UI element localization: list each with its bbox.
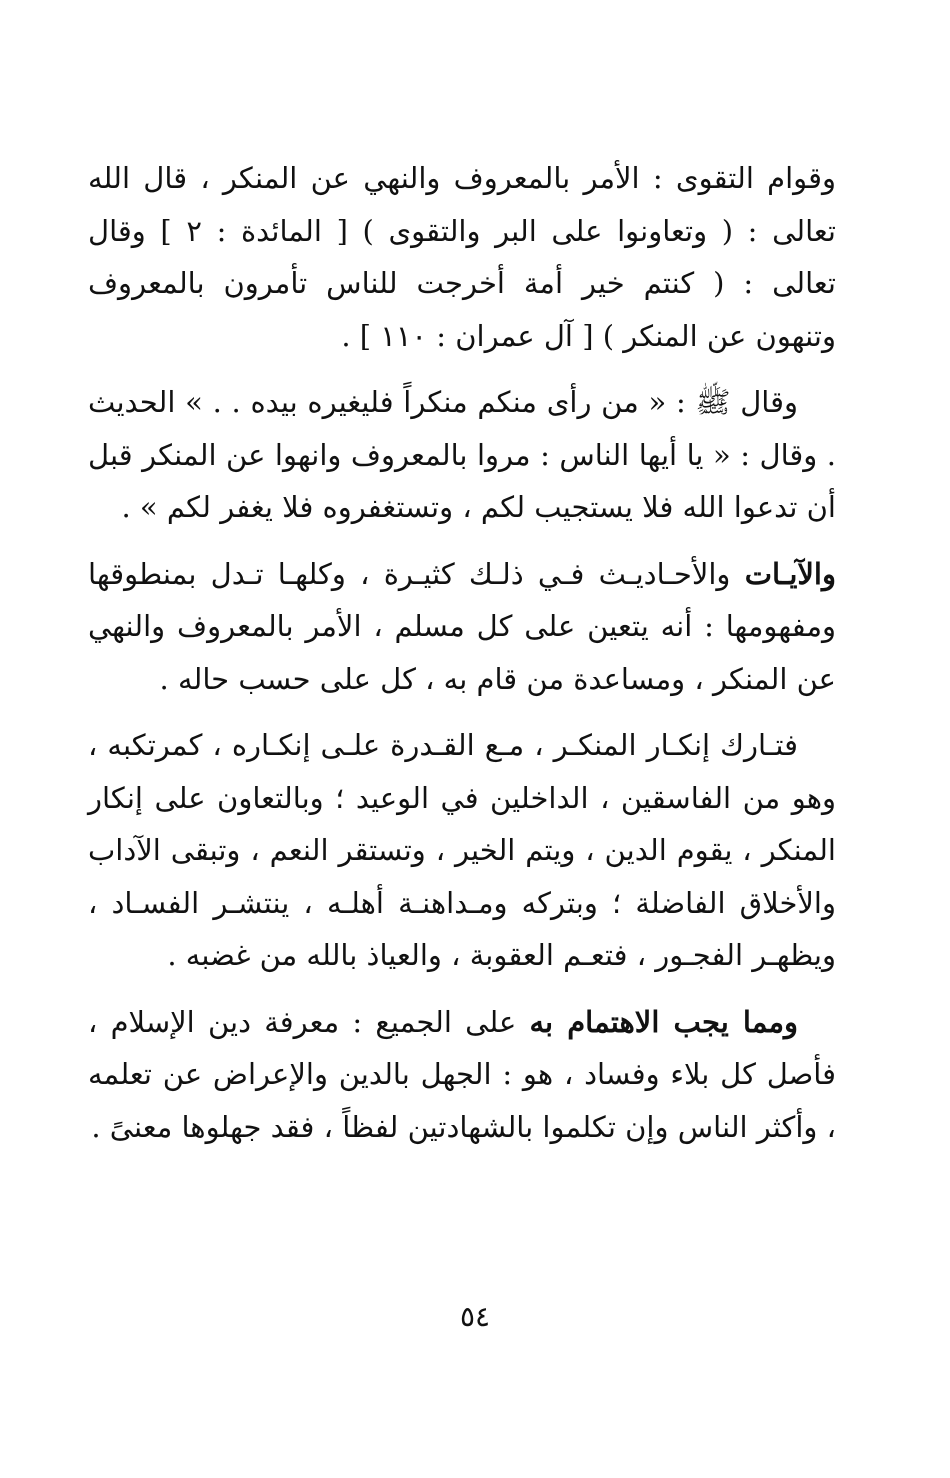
paragraph-4 xyxy=(88,719,836,982)
paragraph-1-text: وقوام التقوى : الأمر بالمعروف والنهي عن المنكر ، قال الله تعالى : ( وتعاونوا على البر والتقوى ) [ المائدة : ٢ ] وقال تعالى : ( كنتم خير أمة أخرجت للناس تأمرون بالمعروف وتنهون عن المنكر ) [ آل عمران : ١١٠ ] . xyxy=(88,161,836,353)
paragraph-3-text: والأحـاديـث فـي ذلـك كثيـرة ، وكلهـا تـدل بمنطوقها ومفهومها : أنه يتعين على كل مسلم ، الأمر بالمعروف والنهي عن المنكر ، ومساعدة من قام به ، كل على حسب حاله . xyxy=(88,556,836,696)
paragraph-3 xyxy=(88,548,836,706)
body-text xyxy=(88,152,836,1167)
paragraph-2 xyxy=(88,376,836,534)
paragraph-5-text: على الجميع : معرفة دين الإسلام ، فأصل كل بلاء وفساد ، هو : الجهل بالدين والإعراض عن تعلمه ، وأكثر الناس وإن تكلموا بالشهادتين لفظاً ، فقد جهلوها معنىً . xyxy=(88,1004,836,1144)
paragraph-1 xyxy=(88,152,836,362)
paragraph-2-text: وقال ﷺ : « من رأى منكم منكراً فليغيره بيده . . » الحديث . وقال : « يا أيها الناس : مروا بالمعروف وانهوا عن المنكر قبل أن تدعوا الله فلا يستجيب لكم ، وتستغفروه فلا يغفر لكم » . xyxy=(88,385,836,524)
paragraph-4-text: فتـارك إنكـار المنكـر ، مـع القـدرة علـى إنكـاره ، كمرتكبه ، وهو من الفاسقين ، الداخلين في الوعيد ؛ وبالتعاون على إنكار المنكر ، يقوم الدين ، ويتم الخير ، وتستقر النعم ، وتبقى الآداب والأخلاق الفاضلة ؛ وبتركه ومـداهنـة أهلـه ، ينتشـر الفسـاد ، ويظهـر الفجـور ، فتعـم العقوبة ، والعياذ بالله من غضبه . xyxy=(88,728,836,972)
paragraph-3-lead: والآيـات xyxy=(744,556,836,591)
paragraph-5 xyxy=(88,996,836,1154)
page-number: ٥٤ xyxy=(459,1300,491,1333)
paragraph-5-lead: ومما يجب الاهتمام به xyxy=(529,1004,799,1039)
